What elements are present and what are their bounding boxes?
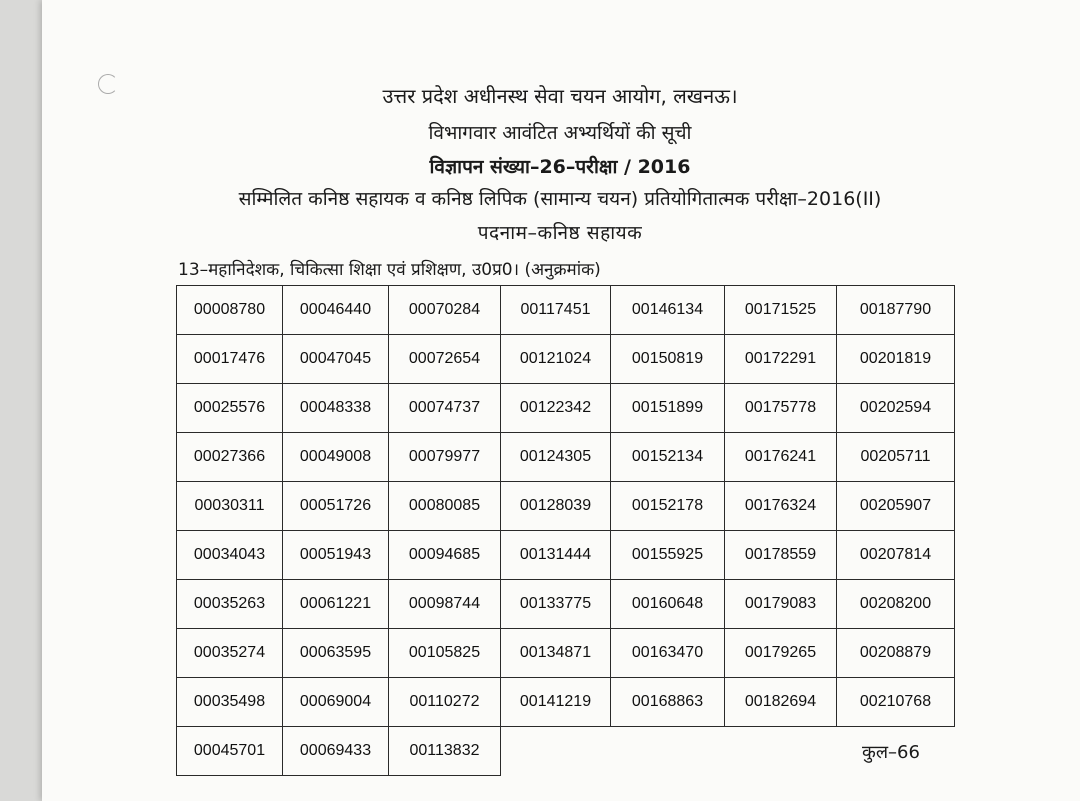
roll-number-cell: 00008780 [177,286,283,335]
table-row [177,531,955,580]
roll-number-cell: 00151899 [611,384,725,433]
roll-number-cell: 00179265 [725,629,837,678]
roll-number-cell: 00152134 [611,433,725,482]
total-count: कुल–66 [862,742,920,763]
roll-number-cell: 00187790 [837,286,955,335]
roll-number-cell: 00150819 [611,335,725,384]
roll-number-cell: 00110272 [389,678,501,727]
roll-number-cell: 00208879 [837,629,955,678]
table-row [177,335,955,384]
roll-number-cell: 00160648 [611,580,725,629]
roll-number-cell: 00061221 [283,580,389,629]
roll-number-cell: 00069433 [283,727,389,776]
roll-number-cell [501,727,611,776]
table-row [177,433,955,482]
roll-number-cell: 00035498 [177,678,283,727]
roll-number-cell: 00179083 [725,580,837,629]
roll-number-cell: 00134871 [501,629,611,678]
roll-number-cell: 00069004 [283,678,389,727]
roll-number-cell: 00172291 [725,335,837,384]
roll-number-cell: 00146134 [611,286,725,335]
roll-number-cell: 00133775 [501,580,611,629]
table-row [177,286,955,335]
roll-number-cell: 00045701 [177,727,283,776]
roll-number-cell: 00072654 [389,335,501,384]
table-row [177,727,955,776]
roll-number-cell: 00124305 [501,433,611,482]
roll-number-cell: 00117451 [501,286,611,335]
roll-number-cell [611,727,725,776]
roll-number-cell: 00175778 [725,384,837,433]
roll-number-cell: 00141219 [501,678,611,727]
roll-number-cell: 00051943 [283,531,389,580]
roll-number-cell: 00207814 [837,531,955,580]
roll-number-cell: 00202594 [837,384,955,433]
roll-number-cell: 00128039 [501,482,611,531]
roll-number-cell: 00171525 [725,286,837,335]
roll-number-cell [725,727,837,776]
list-title: विभागवार आवंटित अभ्यर्थियों की सूची [428,122,692,144]
roll-number-cell: 00098744 [389,580,501,629]
roll-number-cell: 00131444 [501,531,611,580]
roll-number-cell: 00205907 [837,482,955,531]
roll-number-cell: 00176241 [725,433,837,482]
roll-number-cell: 00030311 [177,482,283,531]
roll-number-cell: 00176324 [725,482,837,531]
roll-number-cell: 00208200 [837,580,955,629]
roll-number-cell: 00168863 [611,678,725,727]
table-row [177,580,955,629]
roll-number-cell: 00070284 [389,286,501,335]
roll-number-cell: 00163470 [611,629,725,678]
roll-number-cell: 00049008 [283,433,389,482]
punch-hole-mark [98,74,118,94]
roll-number-cell: 00048338 [283,384,389,433]
exam-name: सम्मिलित कनिष्ठ सहायक व कनिष्ठ लिपिक (सामान्य चयन) प्रतियोगितात्मक परीक्षा–2016(II) [238,188,882,210]
roll-number-cell: 00035263 [177,580,283,629]
roll-number-cell: 00121024 [501,335,611,384]
roll-number-cell: 00025576 [177,384,283,433]
department-heading: 13–महानिदेशक, चिकित्सा शिक्षा एवं प्रशिक्षण, उ0प्र0। (अनुक्रमांक) [178,260,601,280]
table-row [177,482,955,531]
roll-number-cell: 00152178 [611,482,725,531]
roll-number-cell: 00080085 [389,482,501,531]
roll-number-cell: 00210768 [837,678,955,727]
roll-number-cell: 00122342 [501,384,611,433]
roll-number-cell: 00074737 [389,384,501,433]
commission-title: उत्तर प्रदेश अधीनस्थ सेवा चयन आयोग, लखनऊ। [382,84,738,108]
table-row [177,629,955,678]
roll-number-cell: 00178559 [725,531,837,580]
roll-number-table [176,285,955,776]
roll-number-cell: 00047045 [283,335,389,384]
roll-number-cell: 00201819 [837,335,955,384]
roll-number-cell: 00034043 [177,531,283,580]
post-name: पदनाम–कनिष्ठ सहायक [477,222,643,244]
roll-number-cell: 00113832 [389,727,501,776]
roll-number-cell: 00094685 [389,531,501,580]
roll-number-cell: 00205711 [837,433,955,482]
table-row [177,384,955,433]
roll-number-cell: 00017476 [177,335,283,384]
advertisement-number: विज्ञापन संख्या–26–परीक्षा / 2016 [429,156,691,178]
roll-number-cell: 00063595 [283,629,389,678]
roll-number-cell: 00155925 [611,531,725,580]
roll-number-cell: 00051726 [283,482,389,531]
roll-number-cell: 00105825 [389,629,501,678]
roll-number-cell: 00027366 [177,433,283,482]
roll-number-cell: 00182694 [725,678,837,727]
table-row [177,678,955,727]
roll-number-cell: 00035274 [177,629,283,678]
roll-number-cell: 00046440 [283,286,389,335]
roll-number-cell: 00079977 [389,433,501,482]
